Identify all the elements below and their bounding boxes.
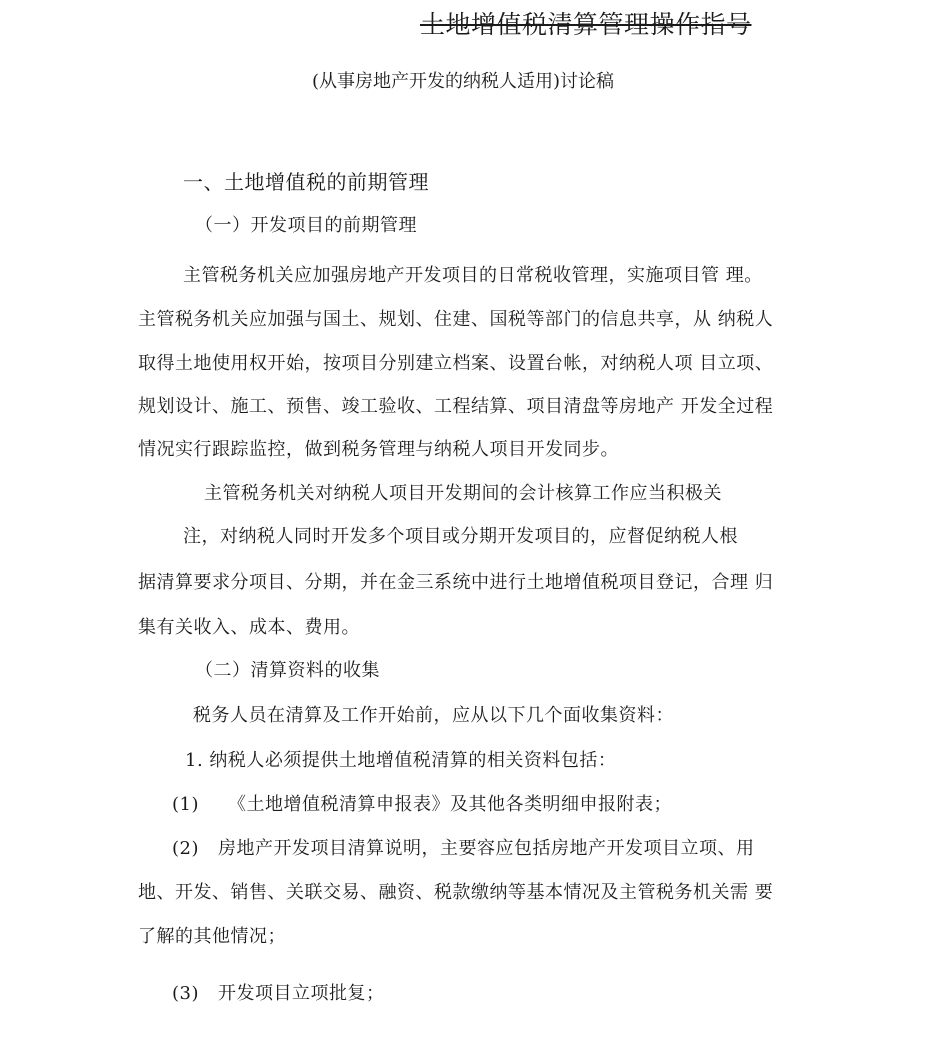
list-item-number: (2) — [172, 838, 199, 859]
list-item-text: 房地产开发项目清算说明，主要容应包括房地产开发项目立项、用 — [218, 838, 755, 859]
paragraph-line: 规划设计、施工、预售、竣工验收、工程结算、项目清盘等房地产 开发全过程 — [138, 396, 774, 417]
paragraph-line: 主管税务机关应加强与国土、规划、住建、国税等部门的信息共享，从 纳税人 — [138, 309, 774, 330]
list-item-text: 《土地增值税清算申报表》及其他各类明细申报附表； — [228, 794, 672, 815]
document-subtitle: (从事房地产开发的纳税人适用)讨论稿 — [312, 71, 615, 92]
paragraph-line: 集有关收入、成本、费用。 — [138, 617, 360, 638]
list-item-number: (1) — [172, 794, 199, 815]
paragraph-line: 主管税务机关应加强房地产开发项目的日常税收管理，实施项目管 理。 — [183, 265, 763, 286]
paragraph-line: 主管税务机关对纳税人项目开发期间的会计核算工作应当积极关 — [204, 483, 722, 504]
document-title: 土地增值税清算管理操作指号 — [420, 10, 752, 39]
list-item-text: 了解的其他情况； — [138, 926, 286, 947]
paragraph-line: 注，对纳税人同时开发多个项目或分期开发项目的，应督促纳税人根 — [183, 526, 738, 547]
section-heading-1: 一、土地增值税的前期管理 — [183, 170, 429, 194]
paragraph-line: 税务人员在清算及工作开始前，应从以下几个面收集资料： — [193, 705, 674, 726]
list-item-text: 地、开发、销售、关联交易、融资、税款缴纳等基本情况及主管税务机关需 要 — [138, 882, 774, 903]
paragraph-line: 情况实行跟踪监控，做到税务管理与纳税人项目开发同步。 — [138, 439, 619, 460]
list-item-text: 开发项目立项批复； — [218, 983, 385, 1004]
paragraph-line: 取得土地使用权开始，按项目分别建立档案、设置台帐，对纳税人项 目立项、 — [138, 353, 774, 374]
list-item-heading: 1. 纳税人必须提供土地增值税清算的相关资料包括： — [185, 750, 617, 771]
list-item-number: (3) — [172, 983, 199, 1004]
subsection-heading-2: （二）清算资料的收集 — [195, 660, 380, 681]
subsection-heading-1: （一）开发项目的前期管理 — [195, 215, 417, 236]
paragraph-line: 据清算要求分项目、分期，并在金三系统中进行土地增值税项目登记，合理 归 — [138, 572, 774, 593]
